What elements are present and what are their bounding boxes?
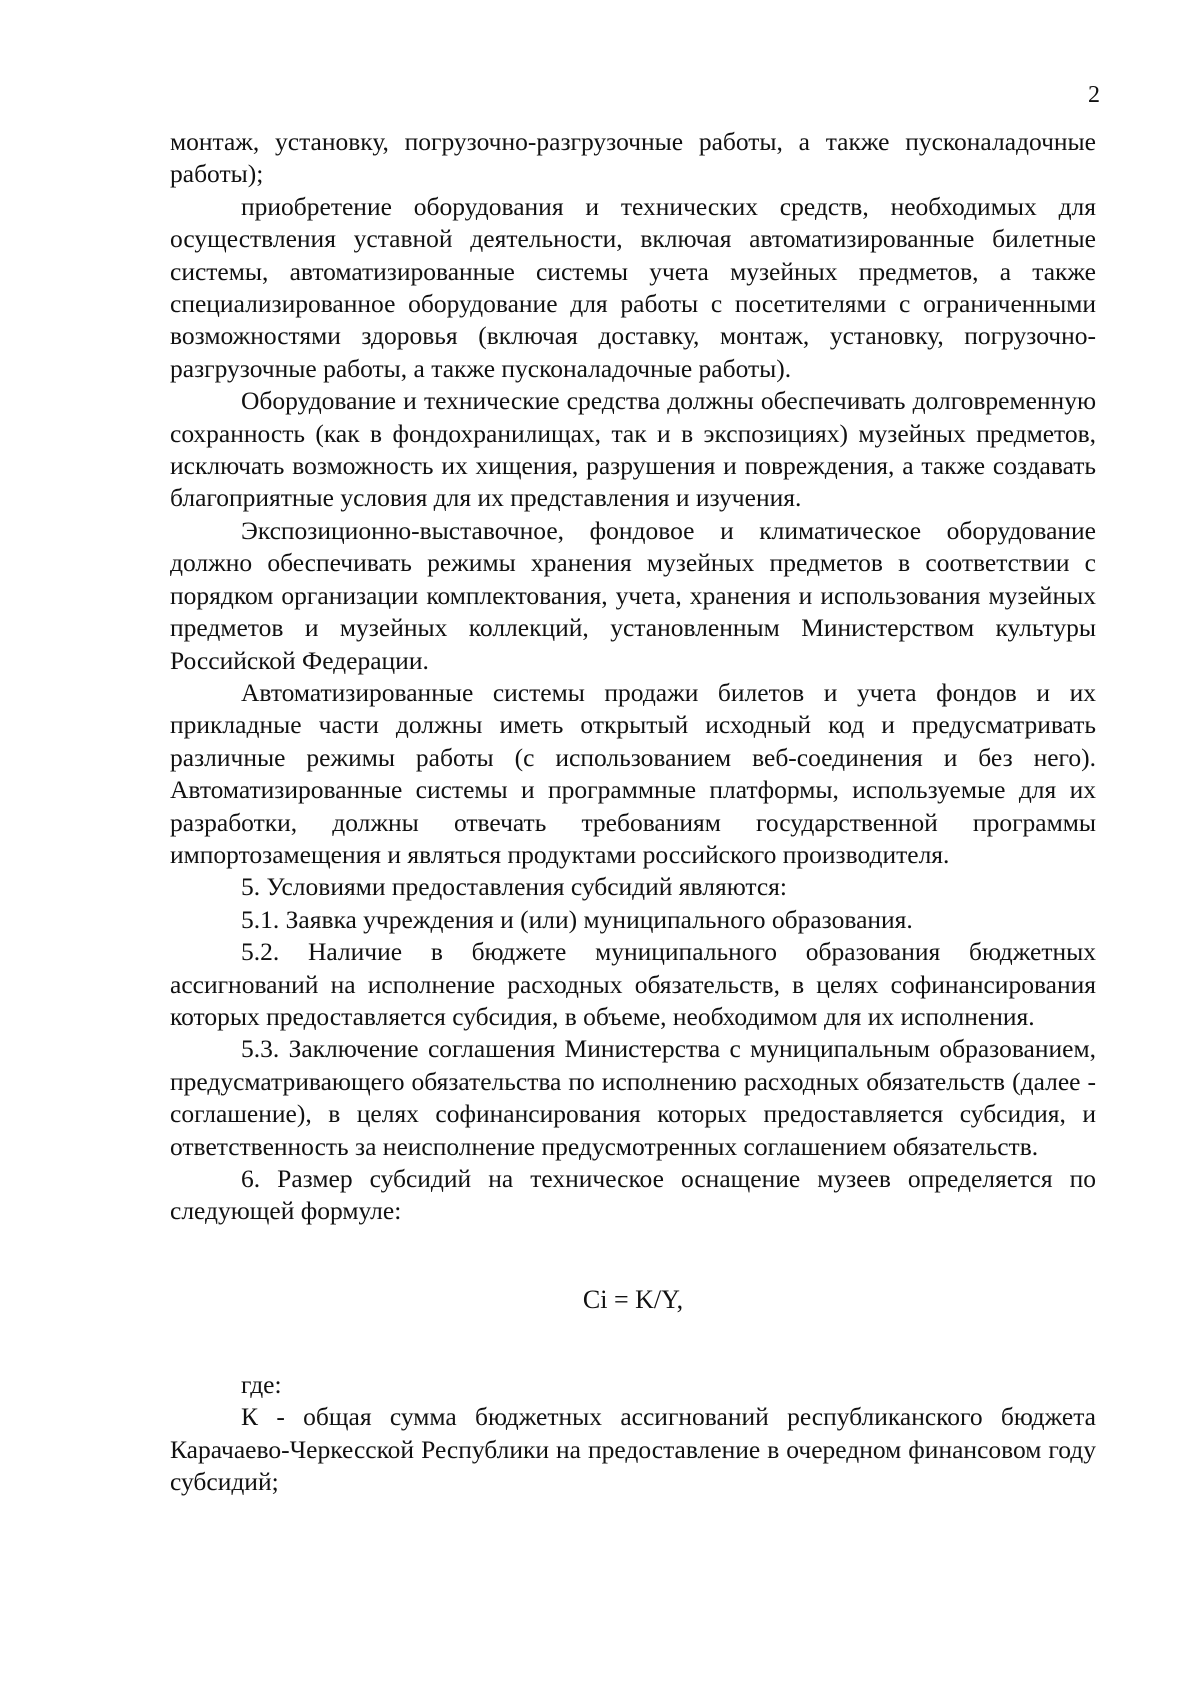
paragraph-equipment-purchase: приобретение оборудования и технических средств, необходимых для осуществления уставной деятельности, включая автоматизированные билетные системы, автоматизированные системы учета музейных предметов, а также специализированное оборудование для работы с посетителями с ограниченными возможностями здоровья (включая доставку, монтаж, установку, погрузочно-разгрузочные работы, а также пусконаладочные работы). — [170, 191, 1096, 383]
paragraph-exhibition-equipment: Экспозиционно-выставочное, фондовое и климатическое оборудование должно обеспечивать режимы хранения музейных предметов в соответствии с порядком организации комплектования, учета, хранения и использования музейных предметов и музейных коллекций, установленным Министерством культуры Российской Федерации. — [170, 515, 1096, 675]
paragraph-condition-5-2: 5.2. Наличие в бюджете муниципального образования бюджетных ассигнований на исполнение расходных обязательств, в целях софинансирования которых предоставляется субсидия, в объеме, необходимом для их исполнения. — [170, 937, 1096, 1031]
page-number: 2 — [1088, 82, 1100, 108]
paragraph-conditions: 5. Условиями предоставления субсидий являются: — [241, 872, 787, 902]
paragraph-subsidy-size: 6. Размер субсидий на техническое оснащение музеев определяется по следующей формуле: — [170, 1164, 1096, 1226]
paragraph-continuation: монтаж, установку, погрузочно-разгрузочные работы, а также пусконаладочные работы); — [170, 127, 1096, 189]
document-body — [170, 126, 1096, 1498]
paragraph-automated-systems: Автоматизированные системы продажи билетов и учета фондов и их прикладные части должны иметь открытый исходный код и предусматривать различные режимы работы (с использованием веб-соединения и без него). Автоматизированные системы и программные платформы, используемые для их разработки, должны отвечать требованиям государственной программы импортозамещения и являться продуктами российского производителя. — [170, 677, 1096, 869]
paragraph-condition-5-1: 5.1. Заявка учреждения и (или) муниципального образования. — [241, 904, 913, 934]
paragraph-condition-5-3: 5.3. Заключение соглашения Министерства с муниципальным образованием, предусматривающего обязательства по исполнению расходных обязательств (далее - соглашение), в целях софинансирования которых предоставляется субсидия, и ответственность за неисполнение предусмотренных соглашением обязательств. — [170, 1034, 1096, 1161]
paragraph-equipment-requirements: Оборудование и технические средства должны обеспечивать долговременную сохранность (как в фондохранилищах, так и в экспозициях) музейных предметов, исключать возможность их хищения, разрушения и повреждения, а также создавать благоприятные условия для их представления и изучения. — [170, 386, 1096, 513]
paragraph-where: где: — [241, 1369, 282, 1399]
paragraph-definition-k: К - общая сумма бюджетных ассигнований республиканского бюджета Карачаево-Черкесской Республики на предоставление в очередном финансовом году субсидий; — [170, 1402, 1096, 1497]
formula: Ci = K/Y, — [582, 1284, 684, 1314]
